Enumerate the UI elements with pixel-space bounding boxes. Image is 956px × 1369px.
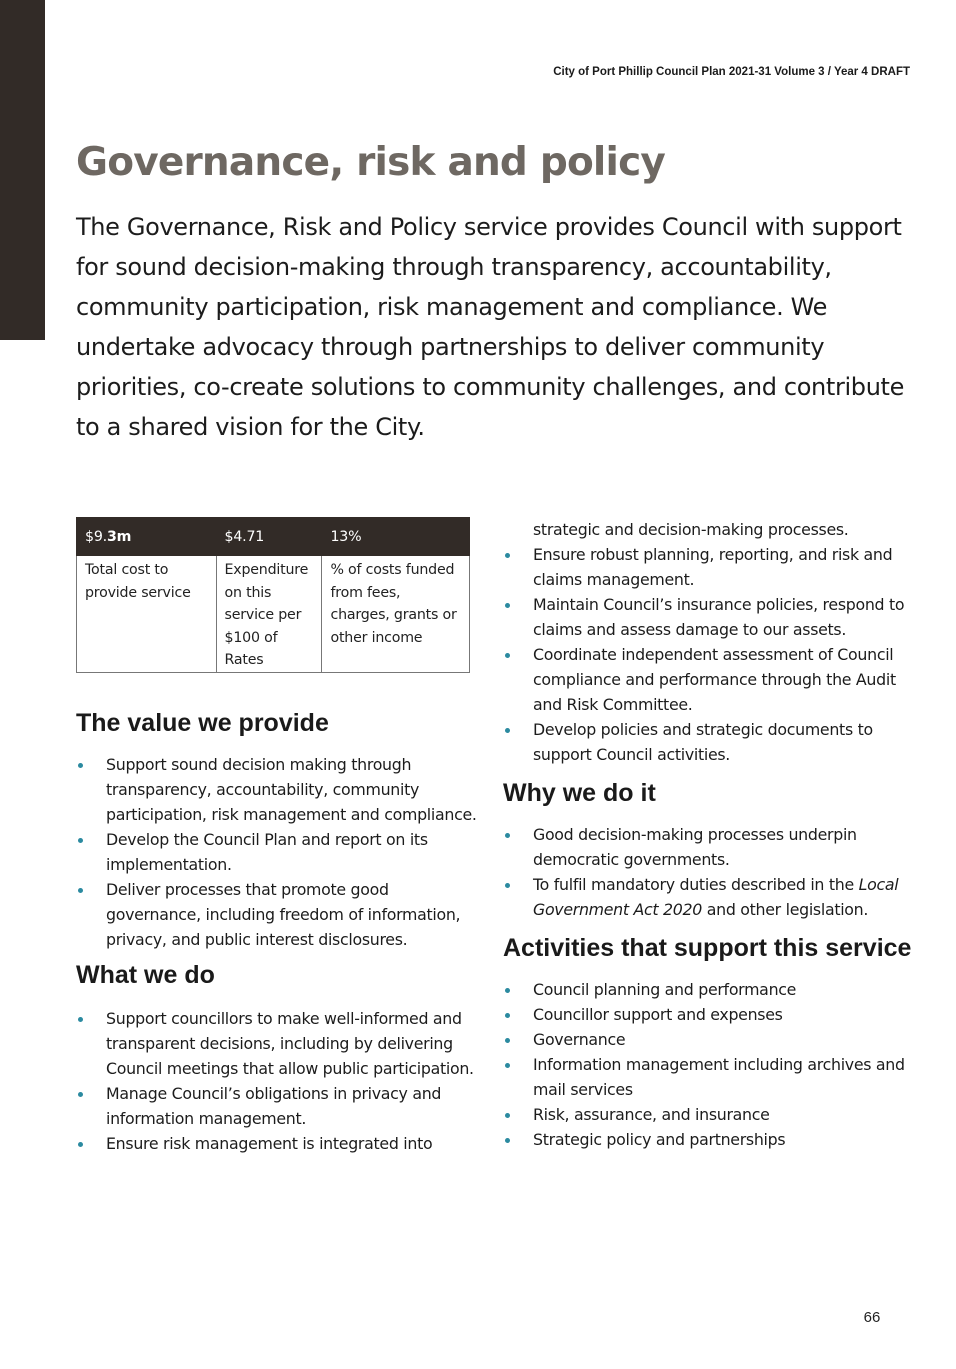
stats-labels-row [77,556,470,673]
stat-funded-label: % of costs funded from fees, charges, grants or other income [322,556,470,673]
right-column [503,517,913,1152]
stat-expenditure-value: $4.71 [216,518,322,556]
list-item: Develop policies and strategic documents to support Council activities. [503,717,913,767]
list-item: Information management including archives and mail services [503,1052,913,1102]
document-header: City of Port Phillip Council Plan 2021-31 Volume 3 / Year 4 DRAFT [553,66,910,78]
list-item: Develop the Council Plan and report on its implementation. [76,827,486,877]
page-number: 66 [863,1309,881,1326]
list-item: Coordinate independent assessment of Council compliance and performance through the Audit and Risk Committee. [503,642,913,717]
list-item: Risk, assurance, and insurance [503,1102,913,1127]
why-we-do-it-heading: Why we do it [503,779,656,807]
list-item: Governance [503,1027,913,1052]
list-item: Support councillors to make well-informed and transparent decisions, including by delivering Council meetings that allow public participation. [76,1006,486,1081]
act-name: Local Government Act 2020 [533,875,899,919]
stat-funded-value: 13% [322,518,470,556]
list-item: Ensure robust planning, reporting, and risk and claims management. [503,542,913,592]
why-we-do-it-list [503,822,913,922]
list-item: Strategic policy and partnerships [503,1127,913,1152]
stat-expenditure-label: Expenditure on this service per $100 of Rates [216,556,322,673]
value-we-provide-heading: The value we provide [76,709,329,737]
stat-cost-label: Total cost to provide service [77,556,217,673]
what-we-do-list-continued [503,542,913,767]
side-accent-bar [0,0,45,340]
stat-cost-value: $9.3m [77,518,217,556]
activities-list [503,977,913,1152]
what-we-do-list [76,1006,486,1156]
what-we-do-heading: What we do [76,961,215,989]
list-item: Ensure risk management is integrated into [76,1131,486,1156]
list-item: Councillor support and expenses [503,1002,913,1027]
stats-values-row [77,518,470,556]
page-title: Governance, risk and policy [76,140,666,185]
value-we-provide-list [76,752,486,952]
activities-heading: Activities that support this service [503,934,912,962]
list-item: Deliver processes that promote good governance, including freedom of information, privacy, and public interest disclosures. [76,877,486,952]
left-column [76,517,486,1156]
stats-table [76,517,470,673]
list-item: Council planning and performance [503,977,913,1002]
list-item: Manage Council’s obligations in privacy and information management. [76,1081,486,1131]
list-item: Maintain Council’s insurance policies, respond to claims and assess damage to our assets. [503,592,913,642]
what-we-do-continuation: strategic and decision-making processes. [533,520,849,539]
list-item: Good decision-making processes underpin democratic governments. [503,822,913,872]
list-item: Support sound decision making through transparency, accountability, community participation, risk management and compliance. [76,752,486,827]
list-item: To fulfil mandatory duties described in the Local Government Act 2020 and other legislation. [503,872,913,922]
intro-paragraph: The Governance, Risk and Policy service provides Council with support for sound decision-making through transparency, accountability, community participation, risk management and compliance. We undertake advocacy through partnerships to deliver community priorities, co-create solutions to community challenges, and contribute to a shared vision for the City. [76,213,905,441]
